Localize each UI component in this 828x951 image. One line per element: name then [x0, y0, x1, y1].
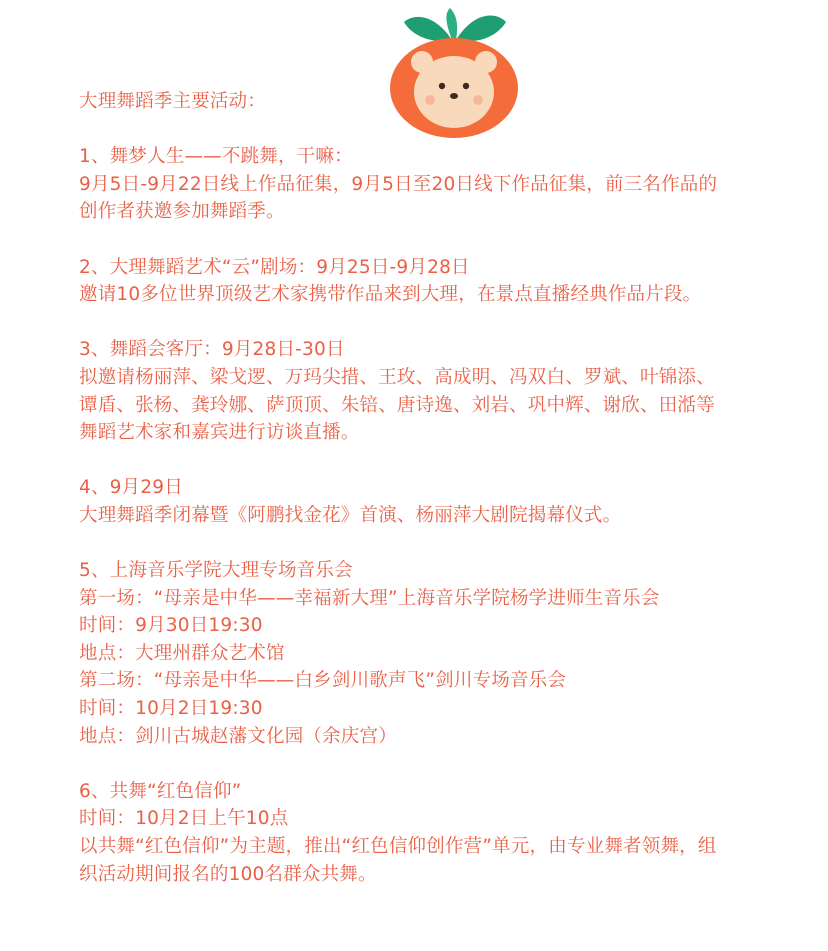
section-line: 地点：大理州群众艺术馆: [79, 642, 285, 664]
section-title: 2、大理舞蹈艺术“云”剧场：9月25日-9月28日: [79, 256, 470, 278]
section-6: [79, 778, 779, 888]
section-line: 第二场：“母亲是中华——白乡剑川歌声飞”剑川专场音乐会: [79, 670, 567, 692]
section-line: 大理舞蹈季闭幕暨《阿鹏找金花》首演、杨丽萍大剧院揭幕仪式。: [79, 504, 622, 526]
section-line: 地点：剑川古城赵藩文化园（余庆宫）: [79, 725, 397, 747]
section-title: 3、舞蹈会客厅：9月28日-30日: [79, 339, 345, 361]
intro-line: 大理舞蹈季主要活动：: [79, 91, 267, 112]
section-title: 4、9月29日: [79, 477, 183, 499]
section-line: 9月5日-9月22日线上作品征集，9月5日至20日线下作品征集，前三名作品的: [79, 173, 718, 195]
section-line: 以共舞“红色信仰”为主题，推出“红色信仰创作营”单元，由专业舞者领舞，组: [79, 836, 717, 858]
section-4: [79, 474, 779, 529]
section-line: 邀请10多位世界顶级艺术家携带作品来到大理，在景点直播经典作品片段。: [79, 284, 702, 306]
section-line: 时间：10月2日上午10点: [79, 808, 289, 830]
activities-document: [79, 88, 779, 888]
section-3: [79, 336, 779, 446]
section-line: 谭盾、张杨、龚玲娜、萨顶顶、朱锫、唐诗逸、刘岩、巩中辉、谢欣、田湉等: [79, 394, 715, 416]
section-2: [79, 254, 779, 309]
section-title: 1、舞梦人生——不跳舞，干嘛：: [79, 146, 353, 168]
section-1: [79, 143, 779, 226]
section-title: 6、共舞“红色信仰”: [79, 780, 242, 802]
section-line: 舞蹈艺术家和嘉宾进行访谈直播。: [79, 422, 360, 444]
section-line: 拟邀请杨丽萍、梁戈逻、万玛尖措、王玫、高成明、冯双白、罗斌、叶锦添、: [79, 366, 715, 388]
section-line: 创作者获邀参加舞蹈季。: [79, 201, 285, 223]
section-line: 织活动期间报名的100名群众共舞。: [79, 863, 377, 885]
section-line: 第一场：“母亲是中华——幸福新大理”上海音乐学院杨学进师生音乐会: [79, 587, 660, 609]
section-5: [79, 557, 779, 750]
section-line: 时间：10月2日19:30: [79, 698, 263, 720]
section-line: 时间：9月30日19:30: [79, 615, 263, 637]
section-title: 5、上海音乐学院大理专场音乐会: [79, 560, 353, 582]
